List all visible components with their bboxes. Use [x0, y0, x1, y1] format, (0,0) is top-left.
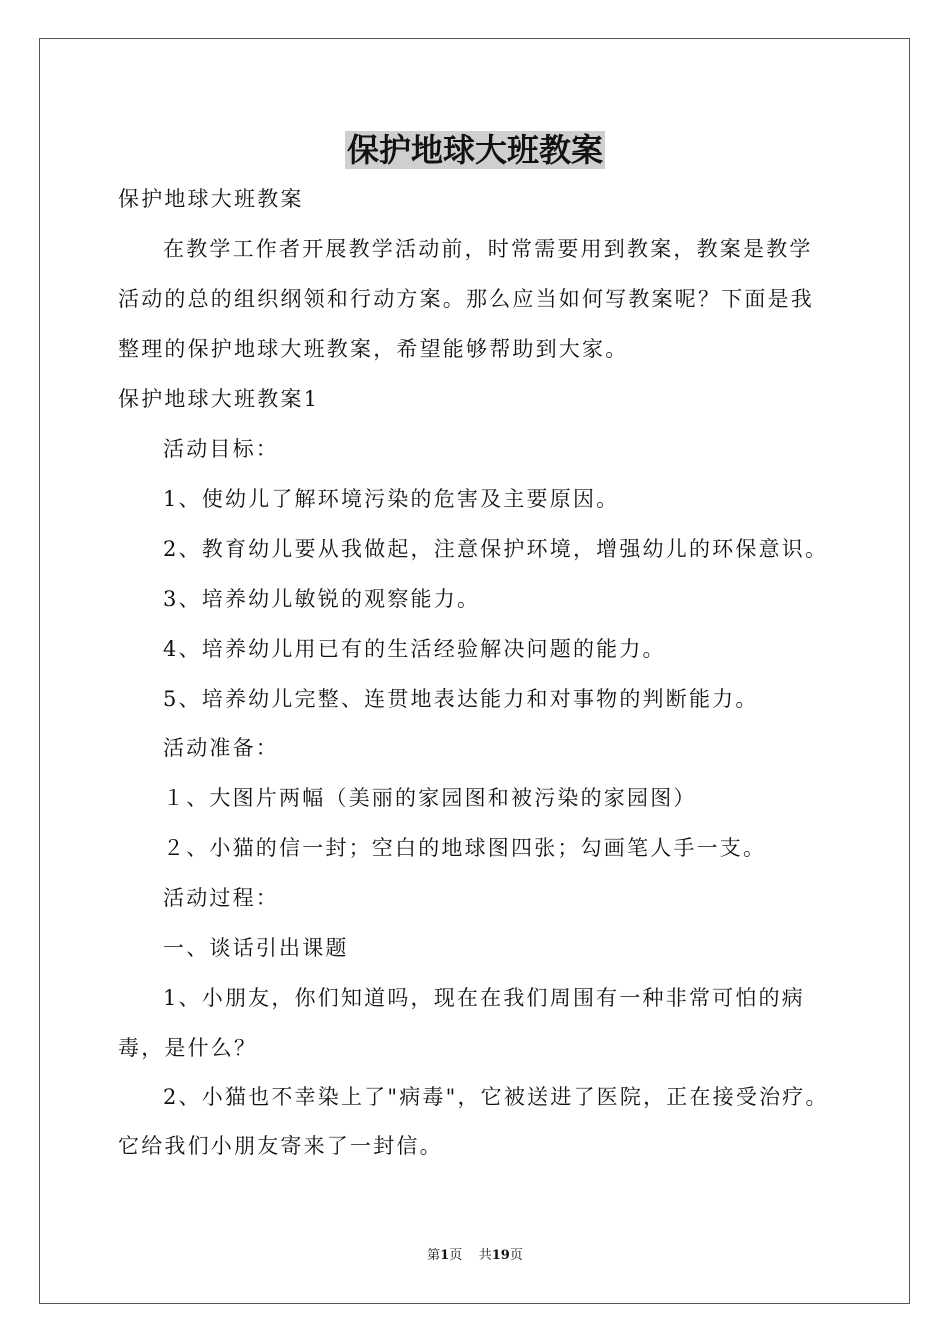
page-frame — [39, 38, 910, 1304]
step-line-3: 2、小猫也不幸染上了"病毒"，它被送进了医院，正在接受治疗。 — [163, 1085, 829, 1109]
step-line-2: 毒，是什么？ — [118, 1036, 258, 1060]
goals-heading: 活动目标： — [163, 437, 279, 461]
total-suffix: 页 — [509, 1248, 523, 1263]
total-pages: 19 — [491, 1248, 510, 1263]
process-heading: 活动过程： — [163, 886, 279, 910]
document-title-text: 保护地球大班教案 — [346, 131, 603, 169]
prep-heading: 活动准备： — [163, 736, 279, 760]
section-heading: 保护地球大班教案1 — [118, 387, 320, 411]
total-prefix: 共 — [478, 1248, 492, 1263]
document-title — [0, 126, 950, 180]
goal-item: 3、培养幼儿敏锐的观察能力。 — [163, 587, 481, 611]
intro-line-1: 在教学工作者开展教学活动前，时常需要用到教案，教案是教学 — [163, 237, 813, 261]
goal-item: 2、教育幼儿要从我做起，注意保护环境，增强幼儿的环保意识。 — [163, 537, 829, 561]
step-heading: 一、谈话引出课题 — [163, 936, 349, 960]
intro-line-3: 整理的保护地球大班教案，希望能够帮助到大家。 — [118, 337, 629, 361]
document-subtitle: 保护地球大班教案 — [118, 187, 304, 211]
page-footer — [0, 1247, 950, 1265]
page-number: 1 — [440, 1248, 450, 1263]
goal-item: 1、使幼儿了解环境污染的危害及主要原因。 — [163, 487, 620, 511]
intro-line-2: 活动的总的组织纲领和行动方案。那么应当如何写教案呢？下面是我 — [118, 287, 814, 311]
page-suffix: 页 — [449, 1248, 463, 1263]
goal-item: 4、培养幼儿用已有的生活经验解决问题的能力。 — [163, 637, 666, 661]
prep-item: １、大图片两幅（美丽的家园图和被污染的家园图） — [163, 786, 697, 810]
step-line-4: 它给我们小朋友寄来了一封信。 — [118, 1134, 443, 1158]
page-prefix: 第 — [427, 1248, 441, 1263]
goal-item: 5、培养幼儿完整、连贯地表达能力和对事物的判断能力。 — [163, 687, 759, 711]
prep-item: ２、小猫的信一封；空白的地球图四张；勾画笔人手一支。 — [163, 836, 767, 860]
step-line-1: 1、小朋友，你们知道吗，现在在我们周围有一种非常可怕的病 — [163, 986, 805, 1010]
